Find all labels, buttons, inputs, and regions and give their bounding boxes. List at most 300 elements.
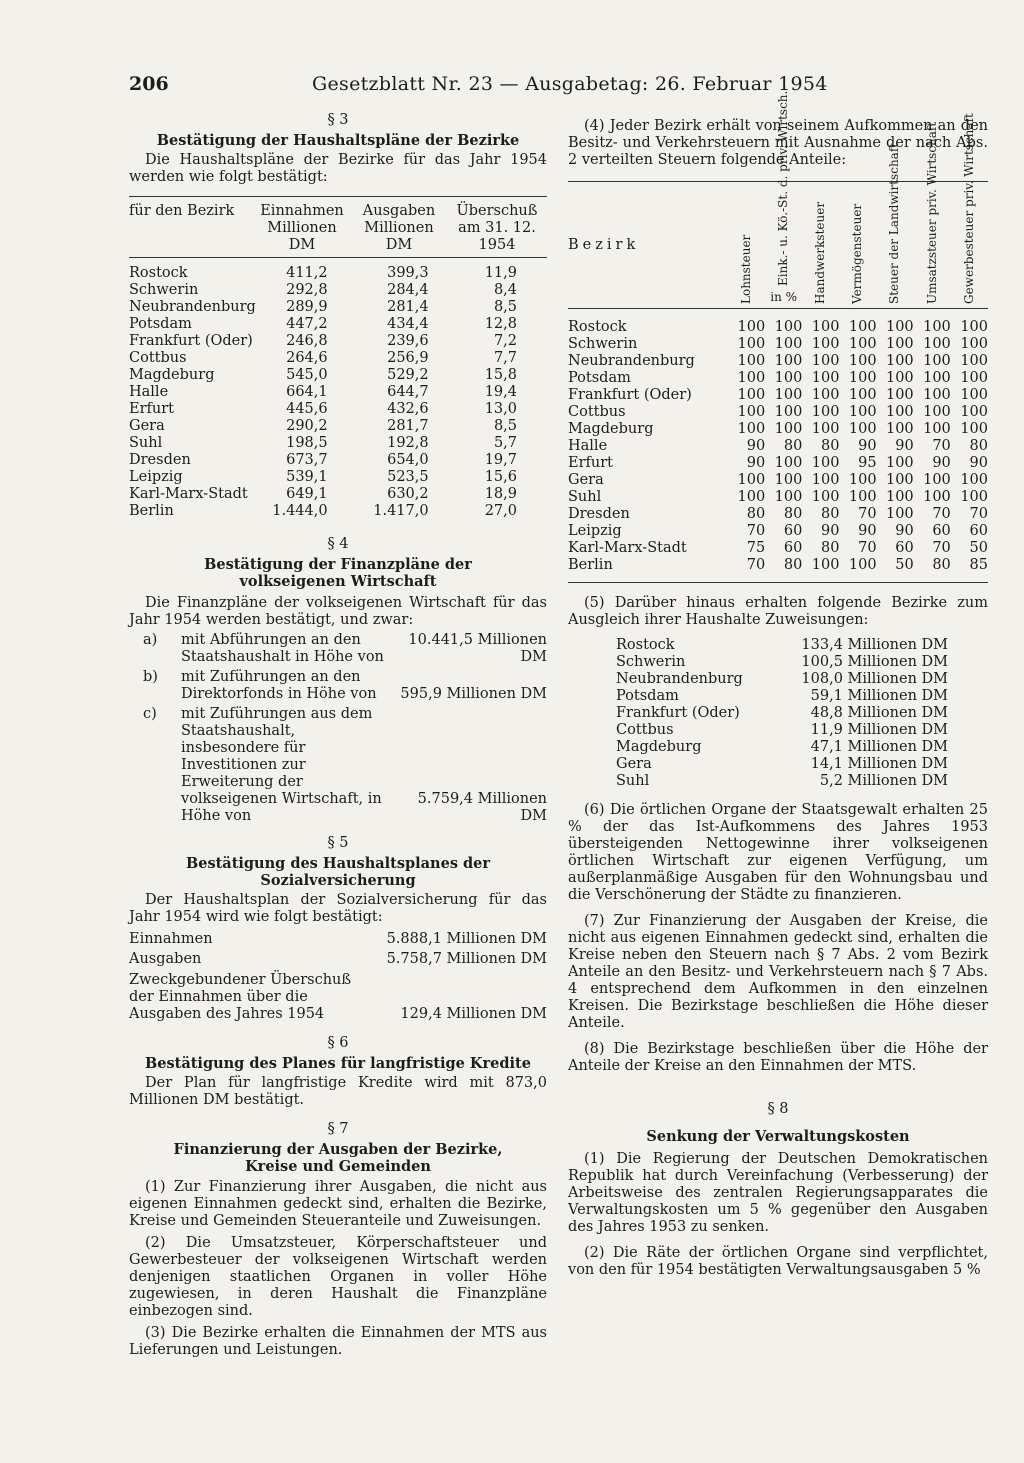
cell-bezirk: Berlin [129,503,174,519]
cell-bezirk: Potsdam [568,370,631,386]
table-row [568,421,988,438]
tax-share-table [568,319,988,574]
cell-bezirk: Erfurt [568,455,613,471]
list-item [616,688,948,705]
section-heading: Bestätigung der Haushaltspläne der Bezirke [156,132,520,149]
cell-percent: 100 [885,319,914,335]
cell-value: 27,0 [484,503,517,519]
cell-percent: 100 [848,370,877,386]
paragraph: (2) Die Räte der örtlichen Organe sind verpflichtet, von den für 1954 bestätigten Verwaltungsausgaben 5 % [568,1245,988,1278]
list-item [129,706,547,825]
table-row [129,350,547,367]
cell-percent: 100 [848,557,877,573]
cell-percent: 80 [783,438,803,454]
cell-value: 649,1 [286,486,328,502]
cell-bezirk: Gera [568,472,604,488]
table-row [568,438,988,455]
table-row [568,506,988,523]
cell-percent: 80 [969,438,988,454]
cell-percent: 80 [821,540,840,556]
cell-value: 529,2 [387,367,429,383]
table-top-rule [129,196,547,197]
cell-percent: 100 [811,557,840,573]
cell-percent: 100 [811,336,840,352]
cell-percent: 80 [783,557,803,573]
cell-percent: 100 [923,319,951,335]
cell-value: 281,4 [387,299,429,315]
alloc-bezirk: Rostock [616,637,675,653]
section-number: § 6 [327,1035,349,1051]
row-value: 5.758,7 Millionen DM [386,950,547,967]
paragraph: (1) Die Regierung der Deutschen Demokratischen Republik hat durch Vereinfachung (Verbesserung) der Arbeitsweise des zentralen Regierungsapparates die Verwaltungskosten um 5 % gegenüber den Ausgaben des Jahres 1953 zu senken. [568,1151,988,1235]
list-item [616,722,948,739]
cell-percent: 100 [923,387,951,403]
section-intro: Der Haushaltsplan der Sozialversicherung für das Jahr 1954 wird wie folgt bestätigt: [129,892,547,925]
section-intro: Die Haushaltspläne der Bezirke für das Jahr 1954 werden wie folgt bestätigt: [129,152,547,185]
cell-percent: 100 [774,472,803,488]
paragraph: (6) Die örtlichen Organe der Staatsgewalt erhalten 25 % der das Ist-Aufkommens des Jahres 1953 übersteigenden Nettogewinne ihrer volkseigenen örtlichen Wirtschaft zur eigenen Verfügung, um außerplanmäßige Ausgaben für den Wohnungsbau und die Verschönerung der Städte zu finanzieren. [568,802,988,903]
cell-percent: 100 [737,387,766,403]
column-header-label: Gewerbesteuer priv. Wirtschaft [961,113,976,304]
item-value: 10.441,5 Millionen DM [408,632,547,665]
cell-percent: 70 [932,506,951,522]
cell-percent: 100 [923,421,951,437]
table-row [568,489,988,506]
column-header [802,186,839,304]
cell-bezirk: Schwerin [568,336,638,352]
alloc-amount: 14,1 Millionen DM [810,756,948,772]
cell-value: 256,9 [387,350,429,366]
cell-bezirk: Neubrandenburg [568,353,695,369]
cell-percent: 100 [774,319,803,335]
table-row [129,367,547,384]
cell-percent: 100 [811,455,840,471]
section-text: Der Plan für langfristige Kredite wird mit 873,0 Millionen DM bestätigt. [129,1075,547,1108]
paragraph: (5) Darüber hinaus erhalten folgende Bezirke zum Ausgleich ihrer Haushalte Zuweisungen: [568,595,988,628]
column-header [728,186,765,304]
cell-percent: 95 [858,455,877,471]
column-header-label: Vermögensteuer [850,203,865,304]
section-intro: Die Finanzpläne der volkseigenen Wirtschaft für das Jahr 1954 werden bestätigt, und zwar: [129,595,547,628]
cell-percent: 100 [960,421,988,437]
cell-percent: 100 [774,336,803,352]
cell-value: 284,4 [387,282,429,298]
cell-percent: 90 [969,455,988,471]
cell-value: 8,5 [493,418,517,434]
cell-percent: 100 [811,370,840,386]
cell-bezirk: Berlin [568,557,613,573]
cell-percent: 100 [885,455,914,471]
cell-value: 292,8 [286,282,328,298]
alloc-bezirk: Neubrandenburg [616,671,743,687]
paragraph: (8) Die Bezirkstage beschließen über die Höhe der Anteile der Kreise an den Einnahmen der MTS. [568,1041,988,1074]
paragraph: (4) Jeder Bezirk erhält von seinem Aufkommen an den Besitz- und Verkehrsteuern mit Ausnahme der nach Abs. 2 verteilten Steuern folgende Anteile: [568,118,988,168]
gazette-title: Gesetzblatt Nr. 23 — Ausgabetag: 26. Februar 1954 [312,73,828,95]
cell-percent: 80 [932,557,951,573]
col-header-bezirk: für den Bezirk [129,203,235,219]
cell-percent: 100 [848,489,877,505]
cell-value: 18,9 [484,486,517,502]
cell-percent: 100 [885,404,914,420]
section-number: § 5 [327,835,349,851]
budget-table-header [129,203,547,254]
table-row [568,353,988,370]
cell-percent: 100 [737,421,766,437]
section-heading: Finanzierung der Ausgaben der Bezirke, Kreise und Gemeinden [173,1141,503,1175]
cell-value: 15,8 [484,367,517,383]
cell-bezirk: Karl-Marx-Stadt [129,486,248,502]
cell-percent: 100 [848,387,877,403]
cell-percent: 100 [923,336,951,352]
cell-value: 8,5 [493,299,517,315]
cell-percent: 100 [848,472,877,488]
cell-value: 664,1 [286,384,328,400]
cell-value: 289,9 [286,299,328,315]
cell-bezirk: Dresden [568,506,630,522]
cell-percent: 100 [811,319,840,335]
cell-bezirk: Leipzig [568,523,622,539]
cell-percent: 100 [811,421,840,437]
section-number: § 7 [327,1121,349,1137]
right-column [568,90,988,1279]
col-header-ueberschuss: Überschuß am 31. 12. 1954 [456,203,538,253]
cell-percent: 60 [895,540,914,556]
row-header-bezirk: Bezirk [568,236,640,253]
cell-value: 198,5 [286,435,328,451]
budget-table [129,265,547,520]
table-row [568,540,988,557]
cell-value: 432,6 [387,401,429,417]
cell-percent: 60 [783,540,803,556]
cell-percent: 70 [969,506,988,522]
cell-percent: 100 [885,506,914,522]
cell-value: 673,7 [286,452,328,468]
section-heading: Bestätigung des Planes für langfristige Kredite [145,1055,531,1072]
cell-value: 7,2 [493,333,517,349]
section-number: § 8 [767,1101,789,1117]
column-header [951,113,988,304]
cell-percent: 90 [746,455,766,471]
table-header-rule [568,308,988,309]
cell-percent: 100 [811,387,840,403]
row-label: Zweckgebundener Überschuß der Einnahmen über die Ausgaben des Jahres 1954 [129,972,352,1022]
cell-bezirk: Rostock [568,319,627,335]
cell-value: 281,7 [387,418,429,434]
cell-value: 399,3 [387,265,429,281]
cell-percent: 100 [960,489,988,505]
table-row [129,452,547,469]
cell-percent: 70 [858,506,877,522]
cell-percent: 100 [885,421,914,437]
alloc-bezirk: Frankfurt (Oder) [616,705,740,721]
cell-bezirk: Cottbus [568,404,626,420]
cell-percent: 90 [895,523,914,539]
section-number: § 3 [327,112,349,128]
cell-percent: 100 [737,489,766,505]
page-header [129,73,999,96]
alloc-amount: 5,2 Millionen DM [819,773,948,789]
table-bottom-rule [568,582,988,583]
cell-bezirk: Rostock [129,265,188,281]
row-label: Einnahmen [129,930,213,947]
table-row [129,418,547,435]
cell-percent: 100 [960,404,988,420]
cell-percent: 100 [960,387,988,403]
cell-percent: 100 [960,353,988,369]
item-label: b) [143,669,158,685]
cell-value: 630,2 [387,486,429,502]
cell-value: 19,4 [484,384,517,400]
table-row [129,503,547,520]
cell-bezirk: Magdeburg [129,367,215,383]
cell-value: 539,1 [286,469,328,485]
paragraph: (7) Zur Finanzierung der Ausgaben der Kreise, die nicht aus eigenen Einnahmen gedeckt sind, erhalten die Kreise neben den Steuern nach § 7 Abs. 2 vom Bezirk Anteile an den Besitz- und Verkehrsteuern nach § 7 Abs. 4 entsprechend dem Aufkommen in den einzelnen Kreisen. Die Bezirkstage beschließen die Höhe dieser Anteile. [568,913,988,1031]
section-heading: Senkung der Verwaltungskosten [646,1128,910,1145]
cell-percent: 100 [774,387,803,403]
table-row [129,401,547,418]
cell-value: 447,2 [286,316,328,332]
item-label: c) [143,706,157,722]
cell-percent: 70 [746,557,766,573]
cell-value: 11,9 [484,265,517,281]
cell-percent: 100 [885,353,914,369]
column-header [765,90,802,304]
cell-percent: 100 [885,336,914,352]
cell-value: 654,0 [387,452,429,468]
cell-percent: 100 [923,353,951,369]
cell-percent: 100 [960,472,988,488]
financing-items [129,632,547,825]
cell-percent: 100 [848,421,877,437]
cell-value: 13,0 [484,401,517,417]
cell-value: 523,5 [387,469,429,485]
unit-label: in % [770,290,798,304]
table-row [568,336,988,353]
section-heading: Bestätigung der Finanzpläne der volkseigenen Wirtschaft [204,556,472,590]
list-item [616,637,948,654]
item-text: mit Abführungen an den Staatshaushalt in Höhe von [181,632,384,665]
cell-percent: 90 [821,523,840,539]
cell-percent: 100 [737,404,766,420]
cell-value: 239,6 [387,333,429,349]
cell-percent: 85 [969,557,988,573]
cell-percent: 100 [848,336,877,352]
cell-percent: 90 [932,455,951,471]
cell-percent: 90 [746,438,766,454]
cell-percent: 100 [811,404,840,420]
alloc-bezirk: Magdeburg [616,739,702,755]
col-header-einnahmen: Einnahmen Millionen DM [260,203,344,253]
cell-bezirk: Suhl [129,435,163,451]
social-insurance-table [129,929,547,1023]
table-row [568,455,988,472]
cell-percent: 100 [923,404,951,420]
list-item [129,669,547,703]
item-text: mit Zuführungen aus dem Staatshaushalt, insbesondere für Investitionen zur Erweiterung der volkseigenen Wirtschaft, in Höhe von [181,706,382,824]
cell-bezirk: Suhl [568,489,602,505]
cell-value: 434,4 [387,316,429,332]
table-row [568,387,988,404]
cell-percent: 100 [885,472,914,488]
table-row [568,523,988,540]
list-item [616,773,948,790]
table-row [568,370,988,387]
section-heading: Bestätigung des Haushaltsplanes der Sozialversicherung [185,855,491,889]
cell-percent: 100 [885,370,914,386]
cell-value: 19,7 [484,452,517,468]
cell-percent: 90 [858,523,877,539]
cell-percent: 80 [783,506,803,522]
cell-percent: 100 [848,319,877,335]
cell-percent: 80 [821,506,840,522]
list-item [616,739,948,756]
cell-percent: 100 [737,370,766,386]
cell-percent: 100 [774,421,803,437]
cell-bezirk: Dresden [129,452,191,468]
cell-percent: 100 [960,319,988,335]
cell-value: 1.444,0 [272,503,328,519]
item-value: 5.759,4 Millionen DM [417,791,547,824]
alloc-amount: 108,0 Millionen DM [801,671,948,687]
row-label: Ausgaben [129,950,202,967]
cell-value: 1.417,0 [373,503,429,519]
list-item [129,632,547,666]
alloc-amount: 11,9 Millionen DM [810,722,948,738]
item-value: 595,9 Millionen DM [400,686,547,702]
column-header [876,142,913,304]
cell-percent: 100 [774,353,803,369]
cell-value: 445,6 [286,401,328,417]
alloc-bezirk: Suhl [616,773,650,789]
cell-percent: 90 [895,438,914,454]
item-label: a) [143,632,158,648]
cell-percent: 100 [811,353,840,369]
allocation-table [616,637,948,790]
cell-percent: 100 [848,404,877,420]
cell-percent: 100 [774,404,803,420]
cell-bezirk: Schwerin [129,282,199,298]
alloc-amount: 47,1 Millionen DM [810,739,948,755]
cell-percent: 60 [783,523,803,539]
table-row [129,282,547,299]
row-value: 129,4 Millionen DM [400,1006,547,1022]
list-item [616,671,948,688]
cell-value: 12,8 [484,316,517,332]
column-header [913,121,950,304]
column-header-label: Handwerksteuer [813,201,828,304]
cell-percent: 70 [932,438,951,454]
cell-percent: 100 [737,353,766,369]
cell-percent: 100 [960,370,988,386]
cell-percent: 70 [858,540,877,556]
cell-value: 15,6 [484,469,517,485]
cell-bezirk: Leipzig [129,469,183,485]
cell-bezirk: Gera [129,418,165,434]
cell-bezirk: Karl-Marx-Stadt [568,540,687,556]
table-row [568,557,988,574]
alloc-bezirk: Potsdam [616,688,679,704]
cell-percent: 50 [969,540,988,556]
cell-bezirk: Potsdam [129,316,192,332]
cell-percent: 100 [848,353,877,369]
cell-percent: 50 [895,557,914,573]
cell-value: 411,2 [286,265,328,281]
table-row [568,319,988,336]
left-column [129,112,547,1359]
table-row [129,316,547,333]
cell-percent: 100 [774,370,803,386]
col-header-ausgaben: Ausgaben Millionen DM [362,203,436,253]
paragraph: (3) Die Bezirke erhalten die Einnahmen der MTS aus Lieferungen und Leistungen. [129,1325,547,1358]
cell-percent: 100 [737,336,766,352]
table-row [129,384,547,401]
alloc-bezirk: Gera [616,756,652,772]
column-header-label: Lohnsteuer [739,234,754,304]
cell-percent: 100 [923,472,951,488]
cell-percent: 100 [774,489,803,505]
cell-value: 5,7 [493,435,517,451]
cell-percent: 100 [923,370,951,386]
cell-bezirk: Halle [568,438,608,454]
table-row [129,435,547,452]
item-text: mit Zuführungen an den Direktorfonds in Höhe von [181,669,377,702]
cell-percent: 100 [923,489,951,505]
cell-bezirk: Erfurt [129,401,174,417]
cell-value: 644,7 [387,384,429,400]
cell-value: 7,7 [493,350,517,366]
alloc-amount: 59,1 Millionen DM [810,688,948,704]
table-row [568,404,988,421]
cell-value: 8,4 [493,282,517,298]
cell-percent: 100 [774,455,803,471]
column-header-label: Umsatzsteuer priv. Wirtschaft [924,121,939,304]
cell-percent: 70 [932,540,951,556]
cell-percent: 100 [885,387,914,403]
cell-percent: 90 [858,438,877,454]
cell-bezirk: Magdeburg [568,421,654,437]
list-item [616,654,948,671]
table-row [129,486,547,503]
section-number: § 4 [327,536,349,552]
column-header-label: Steuer der Landwirtschaft [887,142,902,304]
table-row [568,472,988,489]
cell-bezirk: Cottbus [129,350,187,366]
cell-value: 192,8 [387,435,429,451]
table-row [129,333,547,350]
alloc-amount: 48,8 Millionen DM [810,705,948,721]
list-item [616,705,948,722]
cell-bezirk: Halle [129,384,169,400]
cell-value: 246,8 [286,333,328,349]
cell-percent: 80 [821,438,840,454]
cell-value: 290,2 [286,418,328,434]
alloc-amount: 100,5 Millionen DM [801,654,948,670]
cell-percent: 100 [811,472,840,488]
cell-percent: 100 [737,319,766,335]
row-value: 5.888,1 Millionen DM [386,930,547,947]
alloc-amount: 133,4 Millionen DM [801,637,948,653]
cell-percent: 80 [746,506,766,522]
page-number: 206 [129,73,169,95]
cell-percent: 100 [811,489,840,505]
list-item [616,756,948,773]
cell-percent: 100 [960,336,988,352]
paragraph: (1) Zur Finanzierung ihrer Ausgaben, die nicht aus eigenen Einnahmen gedeckt sind, erhalten die Bezirke, Kreise und Gemeinden Steueranteile und Zuweisungen. [129,1179,547,1229]
cell-value: 264,6 [286,350,328,366]
cell-value: 545,0 [286,367,328,383]
cell-bezirk: Neubrandenburg [129,299,256,315]
cell-percent: 75 [746,540,766,556]
